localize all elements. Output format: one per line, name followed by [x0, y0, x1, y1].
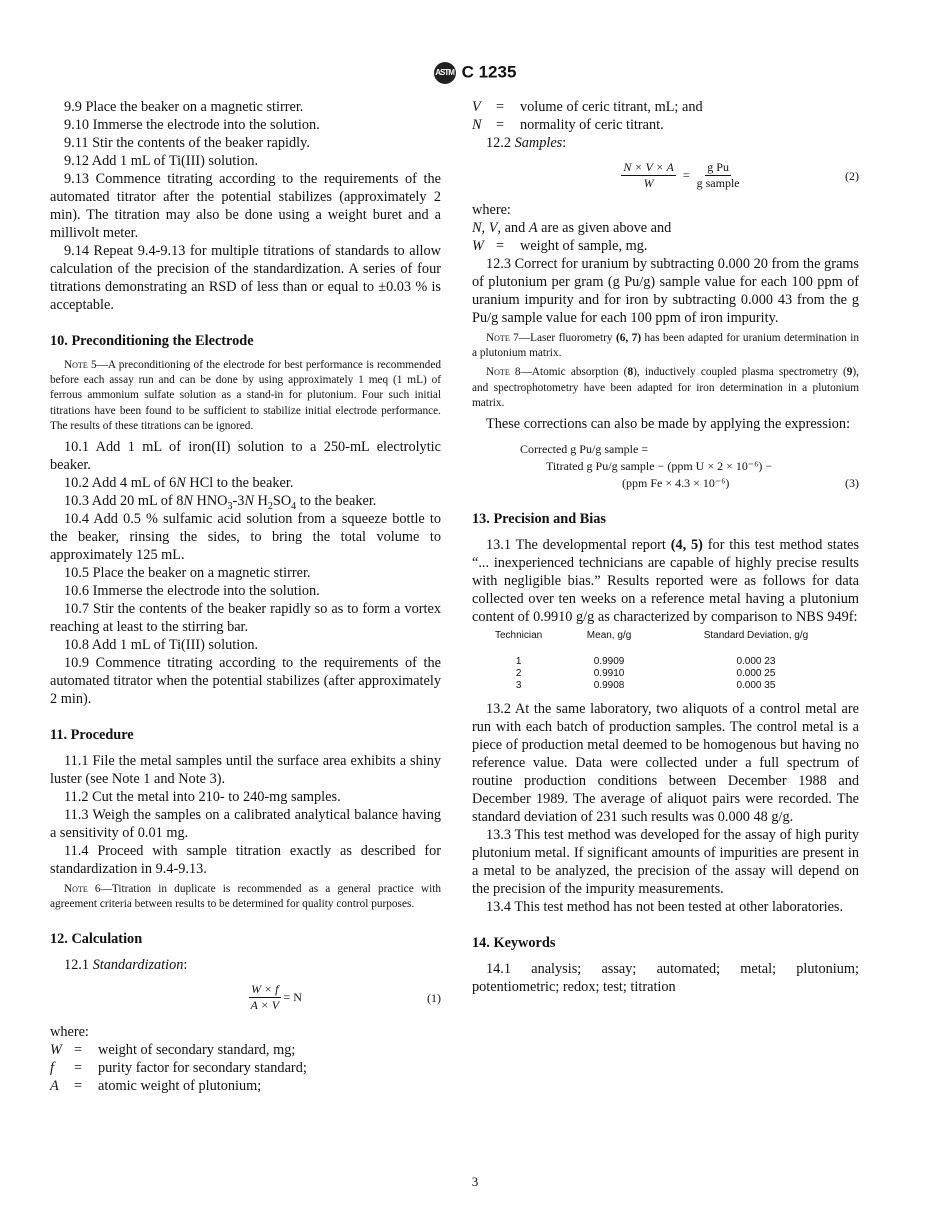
- paragraph: [50, 98, 441, 116]
- text-run: 14.1 analysis; assay; automated; metal; plutonium; potentiometric; redox; test; titration: [472, 961, 859, 996]
- text-run: Note: [486, 332, 510, 344]
- text-run: 10.4 Add 0.5 % sulfamic acid solution from a squeeze bottle to the beaker, rinsing the sides, to bring the total volume to approximately 125 mL.: [50, 511, 441, 564]
- paragraph: [50, 510, 441, 564]
- equation-number: (3): [845, 476, 859, 491]
- text-run: to the beaker.: [296, 493, 377, 510]
- section-heading: [472, 510, 859, 528]
- paragraph: [50, 600, 441, 636]
- text-run: 9.14 Repeat 9.4-9.13 for multiple titrations of standards to allow calculation of the precision of the standardization. A series of four titrations demonstrating an RSD of less than or equal to ±0.03 % is acceptable.: [50, 243, 441, 313]
- text-run: 12.3 Correct for uranium by subtracting 0.000 20 from the grams of plutonium per gram (g Pu/g) sample value for each 100 ppm of uranium impurity and for iron by subtracting 0.000 43 from the g Pu/g sample value for each 100 ppm of iron impurity.: [472, 256, 859, 326]
- equation: [472, 441, 859, 492]
- table-cell: 0.000 23: [736, 656, 776, 668]
- paragraph: [472, 536, 859, 626]
- numerator: g Pu: [707, 160, 729, 174]
- definition: [50, 1059, 441, 1077]
- text-run: 13.1 The developmental report: [486, 537, 671, 554]
- definition-text: volume of ceric titrant, mL; and: [520, 99, 703, 115]
- text-run: 13.4 This test method has not been tested at other laboratories.: [486, 899, 844, 916]
- text-run: A: [528, 220, 538, 236]
- table-row: [472, 680, 859, 692]
- paragraph: [50, 242, 441, 314]
- text-run: :: [562, 135, 567, 151]
- text-run: (4, 5): [670, 537, 703, 554]
- fraction: [621, 160, 675, 191]
- table-header-row: [472, 630, 859, 656]
- paragraph: [472, 826, 859, 898]
- page-number: 3: [471, 1174, 479, 1189]
- text-run: Standardization: [92, 957, 184, 974]
- text-run: 13. Precision and Bias: [472, 511, 606, 528]
- text-run: Note: [64, 883, 88, 896]
- definition-text: normality of ceric titrant.: [520, 117, 664, 133]
- symbol: W: [50, 1042, 62, 1059]
- equals: =: [496, 238, 505, 254]
- column-header: Technician: [494, 630, 543, 642]
- paragraph: [50, 842, 441, 878]
- paragraph: [472, 219, 859, 237]
- table-cell: 0.9908: [593, 680, 625, 692]
- paragraph: [50, 474, 441, 492]
- section-heading: [50, 930, 441, 948]
- definition: [50, 1041, 441, 1059]
- text-run: 8—Atomic absorption (: [509, 366, 628, 379]
- note: [50, 882, 441, 912]
- definition: [472, 98, 859, 116]
- text-run: N: [176, 475, 186, 492]
- text-run: -3: [232, 493, 245, 510]
- definition-text: weight of sample, mg.: [520, 238, 648, 254]
- text-run: 10.6 Immerse the electrode into the solution.: [64, 583, 320, 600]
- text-run: 8: [627, 366, 634, 379]
- equals: =: [74, 1042, 83, 1059]
- text-run: 11.3 Weigh the samples on a calibrated analytical balance having a sensitivity of 0.01 mg.: [50, 807, 441, 842]
- text-run: 10. Preconditioning the Electrode: [50, 333, 254, 349]
- paragraph: [472, 898, 859, 916]
- text-run: Note: [486, 366, 510, 379]
- text-run: HNO: [192, 493, 228, 510]
- paragraph: [472, 415, 859, 433]
- denominator: W: [643, 176, 654, 190]
- text-run: ), and spectrophotometry have been adapted for iron determination in a plutonium matrix.: [472, 366, 859, 409]
- text-run: HCl to the beaker.: [185, 475, 294, 492]
- column-header: Mean, g/g: [586, 630, 632, 642]
- paragraph: [50, 152, 441, 170]
- equals: =: [496, 99, 505, 115]
- text-run: 10.1 Add 1 mL of iron(II) solution to a 250-mL electrolytic beaker.: [50, 439, 441, 474]
- text-run: 9: [846, 366, 853, 379]
- equation: [472, 160, 859, 191]
- fraction: [697, 160, 740, 191]
- text-run: 12.2: [486, 135, 515, 151]
- table-cell: 0.9909: [593, 656, 625, 668]
- text-run: 5—A preconditioning of the electrode for best performance is recommended before each assay run and can be done by using approximately 1 meq (1 mL) of ferrous ammonium sulfate solution as a stand-in for plutonium. Four such initial titrations have been found to be sufficient to stabilize initial electrode performance. The results of these titrations can be ignored.: [50, 359, 441, 432]
- paragraph: [472, 201, 859, 219]
- equation: [50, 982, 441, 1013]
- fraction: [249, 982, 280, 1013]
- table-cell: 2: [515, 668, 522, 680]
- text-run: V: [488, 220, 498, 236]
- paragraph: [50, 582, 441, 600]
- definition-text: purity factor for secondary standard;: [98, 1060, 307, 1077]
- column-header: Standard Deviation, g/g: [703, 630, 809, 642]
- definition: [472, 237, 859, 255]
- paragraph: [50, 492, 441, 510]
- paragraph: [50, 170, 441, 242]
- note: [50, 358, 441, 434]
- designation: C 1235: [461, 62, 517, 82]
- equation-line: (ppm Fe × 4.3 × 10⁻⁶): [622, 476, 730, 491]
- symbol: A: [50, 1078, 59, 1095]
- text-run: 13.3 This test method was developed for the assay of high purity plutonium metal. If significant amounts of impurities are present in a metal to be analyzed, the precision of the assay will depend on the precision of the impurity measurements.: [472, 827, 859, 898]
- paragraph: [472, 960, 859, 996]
- table-cell: 0.000 25: [736, 668, 776, 680]
- text-run: 9.10 Immerse the electrode into the solution.: [64, 117, 320, 133]
- table-cell: 1: [515, 656, 522, 668]
- text-run: where:: [50, 1024, 89, 1041]
- section-heading: [50, 332, 441, 350]
- numerator: W × f: [251, 982, 279, 997]
- note: [472, 365, 859, 411]
- text-run: 7—Laser fluorometry: [509, 332, 617, 344]
- text-run: H: [253, 493, 268, 510]
- equation-number: (1): [427, 990, 441, 1005]
- definition: [50, 1077, 441, 1095]
- text-run: 10.7 Stir the contents of the beaker rapidly so as to form a vortex reaching at least to the stirring bar.: [50, 601, 441, 636]
- section-heading: [50, 726, 441, 744]
- text-run: for this test method states “... inexperienced technicians are capable of highly precise results with negligible bias.” Results reported were as follows for data collected over ten weeks on a reference metal having a plutonium content of 0.9910 g/g as characterized by comparison to NBS 949f:: [472, 537, 860, 626]
- paragraph: [50, 788, 441, 806]
- text-run: 9.13 Commence titrating according to the requirements of the automated titrator after the potential stabilizes (approximately 2 min). The titration may also be done using a weight buret and a millivolt meter.: [50, 171, 441, 241]
- paragraph: [50, 1023, 441, 1041]
- equation-line: Titrated g Pu/g sample − (ppm U × 2 × 10⁻⁶) −: [546, 459, 773, 474]
- text-run: 14. Keywords: [472, 935, 556, 952]
- text-run: 12. Calculation: [50, 931, 143, 948]
- text-run: These corrections can also be made by applying the expression:: [486, 416, 851, 433]
- symbol: f: [50, 1060, 54, 1077]
- section-heading: [472, 934, 859, 952]
- definition-text: weight of secondary standard, mg;: [98, 1042, 296, 1059]
- text-run: where:: [472, 202, 511, 218]
- text-run: 11.2 Cut the metal into 210- to 240-mg samples.: [64, 789, 341, 806]
- symbol: V: [472, 99, 481, 115]
- definition: [472, 116, 859, 134]
- text-run: 2: [267, 500, 273, 512]
- text-run: are as given above and: [537, 220, 672, 236]
- table-row: [472, 656, 859, 668]
- text-run: 11. Procedure: [50, 727, 134, 744]
- paragraph: [50, 752, 441, 788]
- text-run: N: [472, 220, 482, 236]
- page-header: [0, 62, 950, 84]
- table-cell: 0.000 35: [736, 680, 776, 692]
- text-run: ,: [481, 220, 489, 236]
- paragraph: [50, 564, 441, 582]
- table-cell: 0.9910: [593, 668, 625, 680]
- text-run: 9.11 Stir the contents of the beaker rapidly.: [64, 135, 310, 151]
- denominator: A × V: [250, 998, 280, 1013]
- text-run: 10.3 Add 20 mL of 8: [64, 493, 184, 510]
- paragraph: [50, 806, 441, 842]
- table-cell: 3: [515, 680, 522, 692]
- symbol: N: [472, 117, 482, 133]
- text-run: 11.4 Proceed with sample titration exactly as described for standardization in 9.4-9.13.: [50, 843, 441, 878]
- precision-table: [472, 630, 859, 692]
- text-run: 6—Titration in duplicate is recommended as a general practice with agreement criteria between results to be determined for quality control purposes.: [50, 883, 441, 911]
- paragraph: [472, 255, 859, 327]
- paragraph: [50, 956, 441, 974]
- equals-sign: =: [679, 167, 693, 182]
- text-run: 3: [227, 500, 233, 512]
- note: [472, 331, 859, 361]
- text-run: N: [183, 493, 193, 510]
- paragraph: [50, 116, 441, 134]
- definition-text: atomic weight of plutonium;: [98, 1078, 262, 1095]
- paragraph: [472, 700, 859, 826]
- text-run: 12.1: [64, 957, 93, 974]
- text-run: (6, 7): [616, 332, 642, 344]
- text-run: N: [244, 493, 254, 510]
- table-row: [472, 668, 859, 680]
- equation-line: Corrected g Pu/g sample =: [520, 442, 649, 457]
- paragraph: [50, 654, 441, 708]
- text-run: :: [183, 957, 188, 974]
- text-run: Samples: [514, 135, 563, 151]
- text-run: Note: [64, 359, 88, 371]
- paragraph: [50, 134, 441, 152]
- text-run: , and: [497, 220, 529, 236]
- paragraph: [50, 438, 441, 474]
- text-run: 10.2 Add 4 mL of 6: [64, 475, 177, 492]
- denominator: g sample: [696, 176, 740, 190]
- text-run: 10.8 Add 1 mL of Ti(III) solution.: [64, 637, 259, 654]
- text-run: has been adapted for uranium determination in a plutonium matrix.: [472, 332, 859, 360]
- paragraph: [472, 134, 859, 152]
- paragraph: [50, 636, 441, 654]
- text-run: 4: [291, 500, 297, 512]
- equals: =: [496, 117, 505, 133]
- text-run: ), inductively coupled plasma spectrometry (: [633, 366, 847, 379]
- equals: =: [74, 1078, 83, 1095]
- right-column: [472, 98, 859, 996]
- text-run: 11.1 File the metal samples until the surface area exhibits a shiny luster (see Note 1 and Note 3).: [50, 753, 441, 788]
- numerator: N × V × A: [623, 160, 674, 174]
- text-run: SO: [272, 493, 292, 510]
- text-run: 9.12 Add 1 mL of Ti(III) solution.: [64, 153, 259, 169]
- text-run: 10.9 Commence titrating according to the requirements of the automated titrator when the potential stabilizes (after approximately 2 min).: [50, 655, 441, 708]
- text-run: 9.9 Place the beaker on a magnetic stirrer.: [64, 99, 304, 115]
- symbol: W: [472, 238, 484, 254]
- equation-number: (2): [845, 168, 859, 183]
- left-column: [50, 98, 441, 1095]
- equals: =: [74, 1060, 83, 1077]
- text-run: 10.5 Place the beaker on a magnetic stirrer.: [64, 565, 311, 582]
- equation-rhs: = N: [283, 990, 302, 1005]
- astm-logo: ASTM: [434, 62, 456, 84]
- text-run: 13.2 At the same laboratory, two aliquots of a control metal are run with each batch of production samples. The control metal is a piece of production metal deemed to be homogenous but having no reference value. Data were collected under a full spectrum of routine production conditions between December 1988 and December 1989. The average of aliquot pairs were recorded. The standard deviation of 231 such results was 0.000 48 g/g.: [472, 701, 859, 826]
